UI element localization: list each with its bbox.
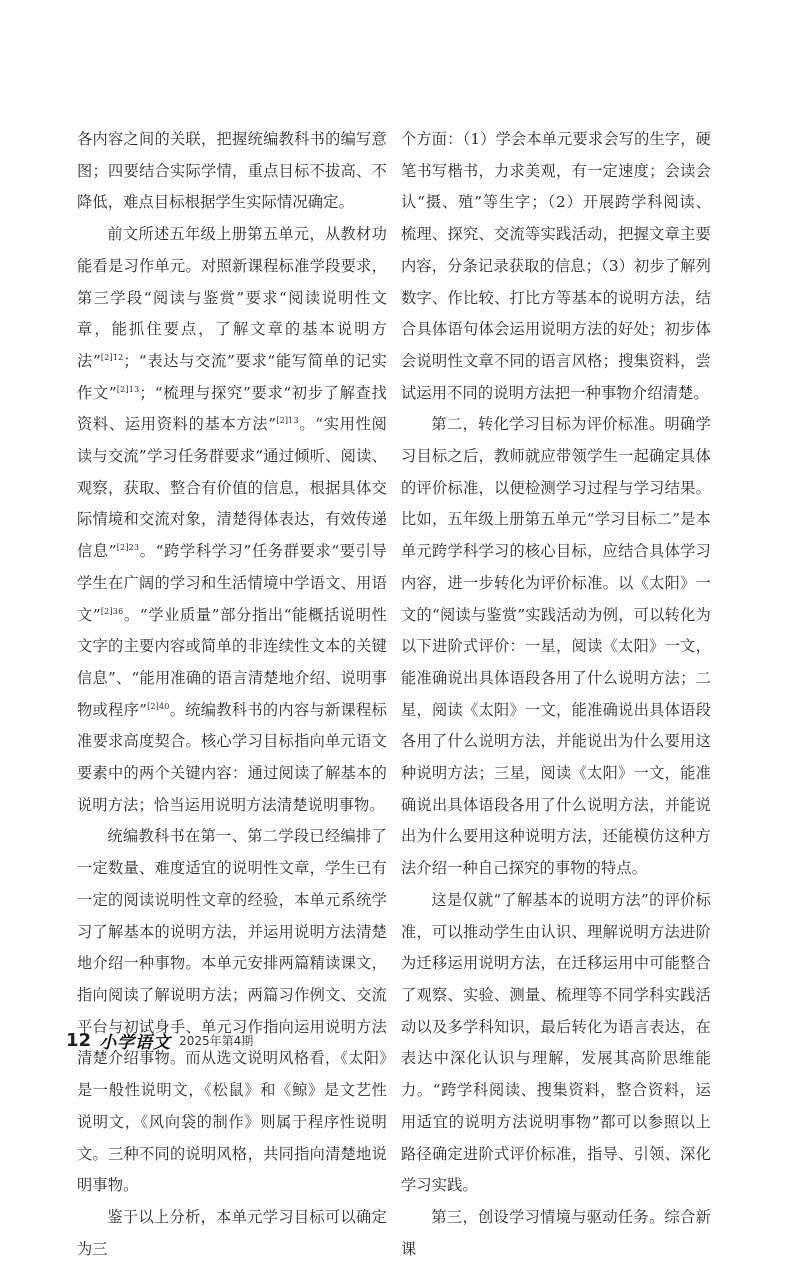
citation: [2]13 (116, 384, 140, 394)
right-paragraph-3: 这是仅就“了解基本的说明方法”的评价标准，可以推动学生由认识、理解说明方法进阶为迁移运用说明方法，在迁移运用中可能整合了观察、实验、测量、梳理等不同学科实践活动以及多学科知识，最后转化为语言表达，在表达中深化认识与理解，发展其高阶思维能力。“跨学科阅读、搜集资料，整合资料，运用适宜的说明方法说明事物”都可以参照以上路径确定进阶式评价标准，指导、引领、深化学习实践。 (401, 890, 711, 1195)
page-footer (66, 1028, 253, 1053)
text-run: ；“梳理与探究”要求“初步了解查找资料、运用资料的基本方法” (77, 383, 387, 434)
citation: [2]40 (147, 701, 170, 711)
left-paragraph-3: 统编教科书在第一、第二学段已经编排了一定数量、难度适宜的说明性文章，学生已有一定的阅读说明性文章的经验，本单元系统学习了解基本的说明方法，并运用说明方法清楚地介绍一种事物。本单元安排两篇精读课文，指向阅读了解说明方法；两篇习作例文、交流平台与初试身手、单元习作指向运用说明方法清楚介绍事物。而从选文说明风格看，《太阳》是一般性说明文，《松鼠》和《鲸》是文艺性说明文，《风向袋的制作》则属于程序性说明文。三种不同的说明风格，共同指向清楚地说明事物。 (77, 827, 387, 1195)
citation: [2]12 (100, 352, 124, 362)
text-run: 。“跨学科学习”任务群要求“要引导学生在广阔的学习和生活情境中学语文、用语文” (77, 542, 387, 624)
text-run: 。统编教科书的内容与新课程标准要求高度契合。核心学习目标指向单元语文要素中的两个关键内容：通过阅读了解基本的说明方法；恰当运用说明方法清楚说明事物。 (77, 700, 387, 814)
left-paragraph-1: 各内容之间的关联，把握统编教科书的编写意图；四要结合实际学情，重点目标不拔高、不降低，难点目标根据学生实际情况确定。 (77, 130, 387, 212)
text-run: ；“表达与交流”要求“能写简单的记实作文” (77, 351, 387, 402)
text-run: 前文所述五年级上册第五单元，从教材功能看是习作单元。对照新课程标准学段要求，第三学段“阅读与鉴赏”要求“阅读说明性文章，能抓住要点，了解文章的基本说明方法” (77, 225, 387, 370)
page-number: 12 (66, 1030, 92, 1051)
text-run: 。“实用性阅读与交流”学习任务群要求“通过倾听、阅读、观察，获取、整合有价值的信息，根据具体交际情境和交流对象，清楚得体表达，有效传递信息” (77, 415, 387, 561)
left-column (77, 124, 387, 1265)
text-run: 。“学业质量”部分指出“能概括说明性文字的主要内容或简单的非连续性文本的关键信息”、“能用准确的语言清楚地介绍、说明事物或程序” (77, 605, 387, 719)
right-column (401, 124, 711, 1265)
issue-label: 2025年第4期 (179, 1034, 254, 1048)
citation: [2]23 (116, 543, 140, 553)
citation: [2]36 (100, 606, 124, 616)
left-paragraph-2 (77, 219, 387, 821)
right-paragraph-4: 第三，创设学习情境与驱动任务。综合新课 (401, 1207, 711, 1258)
right-paragraph-1: 个方面：（1）学会本单元要求会写的生字，硬笔书写楷书，力求美观，有一定速度；会读会认“摄、殖”等生字；（2）开展跨学科阅读、梳理、探究、交流等实践活动，把握文章主要内容，分条记录获取的信息；（3）初步了解列数字、作比较、打比方等基本的说明方法，结合具体语句体会运用说明方法的好处；初步体会说明性文章不同的语言风格；搜集资料，尝试运用不同的说明方法把一种事物介绍清楚。 (401, 130, 712, 402)
citation: [2]13 (276, 416, 299, 426)
right-paragraph-2: 第二，转化学习目标为评价标准。明确学习目标之后，教师就应带领学生一起确定具体的评价标准，以便检测学习过程与学习结果。比如，五年级上册第五单元“学习目标二”是本单元跨学科学习的核心目标，应结合具体学习内容，进一步转化为评价标准。以《太阳》一文的“阅读与鉴赏”实践活动为例，可以转化为以下进阶式评价：一星，阅读《太阳》一文，能准确说出具体语段各用了什么说明方法；二星，阅读《太阳》一文，能准确说出具体语段各用了什么说明方法，并能说出为什么要用这种说明方法；三星，阅读《太阳》一文，能准确说出具体语段各用了什么说明方法，并能说出为什么要用这种说明方法，还能模仿这种方法介绍一种自己探究的事物的特点。 (401, 415, 711, 878)
magazine-logo: 小学语文 (99, 1033, 172, 1053)
left-paragraph-4: 鉴于以上分析，本单元学习目标可以确定为三 (77, 1207, 387, 1258)
